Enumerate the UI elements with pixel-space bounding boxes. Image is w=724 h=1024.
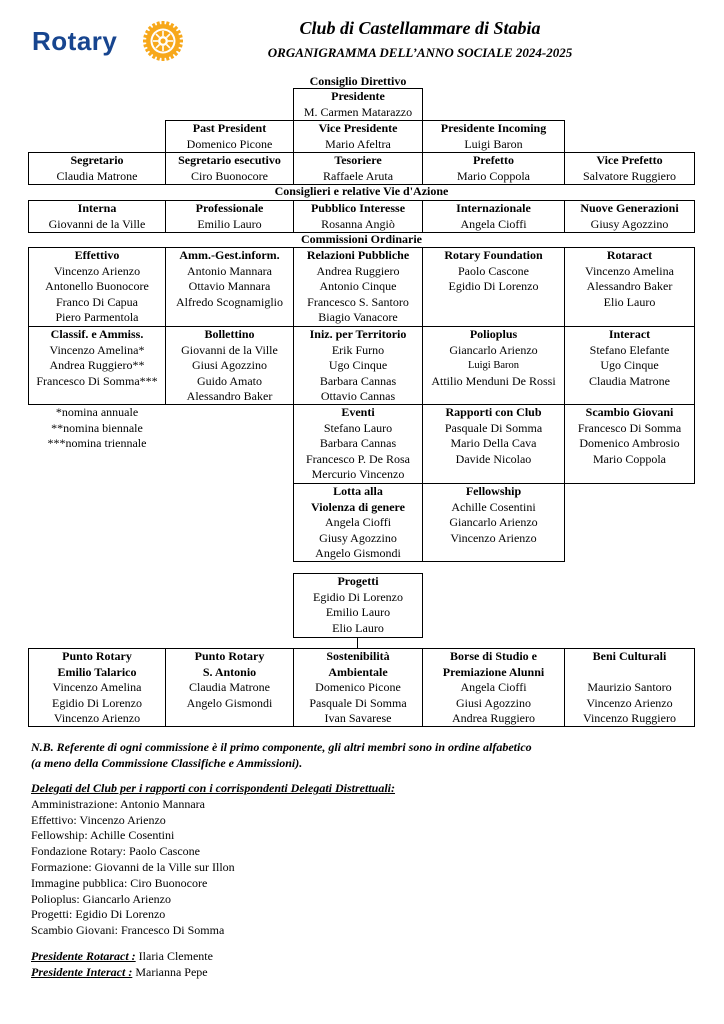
member-name: Giancarlo Arienzo xyxy=(449,515,538,530)
nomina-note: **nomina biennale xyxy=(51,420,143,435)
member-name: Andrea Ruggiero** xyxy=(49,358,145,373)
tesoriere-name: Raffaele Aruta xyxy=(322,168,394,183)
segretario-name: Claudia Matrone xyxy=(56,168,138,183)
delegato-item: Amministrazione: Antonio Mannara xyxy=(31,796,205,811)
borse-di-studio xyxy=(422,648,565,727)
member-name: Mercurio Vincenzo xyxy=(311,467,405,482)
page-subtitle: ORGANIGRAMMA DELL’ANNO SOCIALE 2024-2025 xyxy=(267,45,573,60)
commissione-rotary-foundation xyxy=(422,247,565,327)
member-name: Giusi Agozzino xyxy=(192,358,267,373)
pubblico-interesse-box xyxy=(293,200,423,233)
nuove-generazioni-title: Nuove Generazioni xyxy=(580,201,679,215)
member-name: Andrea Ruggiero xyxy=(452,711,535,726)
internazionale-title: Internazionale xyxy=(456,201,531,215)
vice-prefetto-title: Vice Prefetto xyxy=(596,153,663,167)
member-name: Ugo Cinque xyxy=(328,358,388,373)
professionale-title: Professionale xyxy=(195,201,264,215)
punto-rotary-talarico xyxy=(28,648,166,727)
commissione-relazioni-pubbliche xyxy=(293,247,423,327)
commissione-title: Rapporti con Club xyxy=(445,405,542,419)
member-name: Franco Di Capua xyxy=(56,294,138,309)
member-name: Vincenzo Arienzo xyxy=(586,695,673,710)
tesoriere-title: Tesoriere xyxy=(334,153,382,167)
commissione-title: Ambientale xyxy=(328,664,388,679)
interna-box xyxy=(28,200,166,233)
segretario-box xyxy=(28,152,166,185)
commissione-eventi xyxy=(293,404,423,484)
member-name: Francesco Di Somma*** xyxy=(36,373,158,388)
commissione-scambio-giovani xyxy=(564,404,695,484)
commissione-rotaract xyxy=(564,247,695,327)
member-name: Mario Coppola xyxy=(593,451,666,466)
member-name: Francesco S. Santoro xyxy=(307,294,409,309)
vice-presidente-title: Vice Presidente xyxy=(318,121,398,135)
past-president-title: Past President xyxy=(192,121,267,135)
wheel-tooth xyxy=(162,57,165,61)
member-name: Ottavio Mannara xyxy=(188,279,271,294)
commissione-title: Eventi xyxy=(341,405,375,419)
member-name: Ivan Savarese xyxy=(324,711,392,726)
member-name: Pasquale Di Somma xyxy=(444,420,543,435)
member-name: Elio Lauro xyxy=(332,620,384,635)
member-name: Antonello Buonocore xyxy=(45,279,149,294)
progetti-box xyxy=(293,573,423,638)
nuove-generazioni-name: Giusy Agozzino xyxy=(590,216,669,231)
tesoriere-box xyxy=(293,152,423,185)
past-president-box xyxy=(165,120,294,153)
commissione-classif-ammiss xyxy=(28,326,166,405)
member-name: Achille Cosentini xyxy=(451,499,536,514)
logo-text: Rotary xyxy=(32,26,118,56)
prefetto-title: Prefetto xyxy=(472,153,515,167)
member-name: Andrea Ruggiero xyxy=(316,263,400,278)
member-name: Davide Nicolao xyxy=(455,451,532,466)
page-title: Club di Castellammare di Stabia xyxy=(299,18,541,38)
commissione-title: Relazioni Pubbliche xyxy=(306,248,410,262)
wheel-tooth xyxy=(143,40,147,43)
interact-president-label: Presidente Interact : xyxy=(31,964,133,979)
commissione-title: Rotary Foundation xyxy=(444,248,543,262)
rotaract-president-label: Presidente Rotaract : xyxy=(31,949,136,963)
commissione-amm-gest xyxy=(165,247,294,327)
delegati-section xyxy=(31,781,395,939)
presidente-incoming-title: Presidente Incoming xyxy=(440,121,547,135)
presidente-incoming-box xyxy=(422,120,565,153)
commissione-polioplus xyxy=(422,326,565,405)
segretario-esecutivo-title: Segretario esecutivo xyxy=(178,153,281,167)
member-name: Vincenzo Amelina xyxy=(52,680,142,695)
commissione-title: Emilio Talarico xyxy=(57,664,137,679)
commissione-title: Punto Rotary xyxy=(62,649,132,663)
commissione-iniz-territorio xyxy=(293,326,423,405)
wheel-tooth xyxy=(162,21,165,25)
internazionale-name: Angela Cioffi xyxy=(460,216,527,231)
presidente-incoming-name: Luigi Baron xyxy=(464,136,523,151)
delegato-item: Immagine pubblica: Ciro Buonocore xyxy=(31,875,208,890)
member-name: Giovanni de la Ville xyxy=(181,342,278,357)
member-name: Stefano Lauro xyxy=(323,420,393,435)
member-name: Mario Della Cava xyxy=(450,436,537,451)
member-name: Giancarlo Arienzo xyxy=(449,342,538,357)
commissione-title: Rotaract xyxy=(606,248,653,262)
sostenibilita-ambientale xyxy=(293,648,423,727)
delegati-heading: Delegati del Club per i rapporti con i corrispondenti Delegati Distrettuali: xyxy=(31,781,396,795)
vice-presidente-name: Mario Afeltra xyxy=(325,136,391,151)
member-name: Elio Lauro xyxy=(603,294,656,309)
delegato-item: Fellowship: Achille Cosentini xyxy=(31,828,175,843)
member-name: Vincenzo Amelina xyxy=(585,263,674,278)
commissione-title: Amm.-Gest.inform. xyxy=(179,248,280,262)
vice-prefetto-box xyxy=(564,152,695,185)
member-name: Egidio Di Lorenzo xyxy=(313,589,403,604)
interact-president-name: Marianna Pepe xyxy=(135,964,208,979)
member-name: Luigi Baron xyxy=(467,360,520,372)
delegato-item: Fondazione Rotary: Paolo Cascone xyxy=(31,844,200,859)
commissione-title: Punto Rotary xyxy=(194,649,265,663)
commissione-title: Scambio Giovani xyxy=(585,405,674,419)
nb-line: N.B. Referente di ogni commissione è il primo componente, gli altri membri sono in ordine alfabetico xyxy=(31,740,532,754)
presidenti-giovani xyxy=(31,949,213,981)
commissione-effettivo xyxy=(28,247,166,327)
nuove-generazioni-box xyxy=(564,200,695,233)
member-name: Maurizio Santoro xyxy=(587,680,672,695)
presidente-name: M. Carmen Matarazzo xyxy=(303,104,413,119)
member-name: Francesco Di Somma xyxy=(577,420,682,435)
commissione-title: Interact xyxy=(608,327,651,341)
member-name: Angela Cioffi xyxy=(324,515,392,530)
member-name: Ottavio Cannas xyxy=(320,389,396,404)
vice-prefetto-name: Salvatore Ruggiero xyxy=(583,168,676,183)
pubblico-interesse-name: Rosanna Angiò xyxy=(321,216,395,231)
interna-title: Interna xyxy=(77,201,117,215)
commissione-bollettino xyxy=(165,326,294,405)
delegato-item: Effettivo: Vincenzo Arienzo xyxy=(31,812,166,827)
member-name: Claudia Matrone xyxy=(189,680,270,695)
delegato-item: Polioplus: Giancarlo Arienzo xyxy=(31,891,171,906)
commissione-title: Premiazione Alunni xyxy=(442,664,545,679)
nomina-note: ***nomina triennale xyxy=(47,436,147,451)
member-name: Egidio Di Lorenzo xyxy=(52,695,142,710)
professionale-name: Emilio Lauro xyxy=(197,216,262,231)
nomina-note: *nomina annuale xyxy=(55,405,139,419)
progetti-title: Progetti xyxy=(337,574,379,588)
prefetto-box xyxy=(422,152,565,185)
member-name: Angela Cioffi xyxy=(460,680,527,695)
nomine-notes xyxy=(28,405,166,452)
spacer xyxy=(565,665,694,681)
member-name: Vincenzo Amelina* xyxy=(49,342,145,357)
member-name: Stefano Elefante xyxy=(589,342,670,357)
member-name: Domenico Ambrosio xyxy=(579,436,680,451)
commissione-title: Effettivo xyxy=(74,248,120,262)
member-name: Attilio Menduni De Rossi xyxy=(431,373,556,388)
member-name: Barbara Cannas xyxy=(319,436,397,451)
member-name: Barbara Cannas xyxy=(319,373,397,388)
member-name: Vincenzo Ruggiero xyxy=(583,711,676,726)
commissione-title: Sostenibilità xyxy=(326,649,390,663)
member-name: Alessandro Baker xyxy=(586,279,673,294)
commissione-title: Iniz. per Territorio xyxy=(309,327,407,341)
member-name: Pasquale Di Somma xyxy=(309,695,407,710)
commissione-title: Bollettino xyxy=(204,327,255,341)
commissione-fellowship xyxy=(422,483,565,562)
member-name: Antonio Cinque xyxy=(319,279,397,294)
member-name: Claudia Matrone xyxy=(589,373,670,388)
professionale-box xyxy=(165,200,294,233)
member-name: Guido Amato xyxy=(197,373,262,388)
consiglieri-band: Consiglieri e relative Vie d'Azione xyxy=(274,184,449,198)
member-name: Biagio Vanacore xyxy=(318,310,398,325)
member-name: Alessandro Baker xyxy=(186,389,273,404)
delegato-item: Progetti: Egidio Di Lorenzo xyxy=(31,907,166,922)
segretario-title: Segretario xyxy=(70,153,124,167)
internazionale-box xyxy=(422,200,565,233)
commissione-interact xyxy=(564,326,695,405)
member-name: Vincenzo Arienzo xyxy=(53,263,141,278)
member-name: Vincenzo Arienzo xyxy=(450,530,537,545)
commissione-rapporti-club xyxy=(422,404,565,484)
rotary-logo xyxy=(32,18,184,64)
member-name: Angelo Gismondi xyxy=(315,546,401,561)
nb-note xyxy=(31,740,532,772)
beni-culturali xyxy=(564,648,695,727)
member-name: Francesco P. De Rosa xyxy=(306,451,410,466)
member-name: Paolo Cascone xyxy=(458,263,529,278)
segretario-esecutivo-name: Ciro Buonocore xyxy=(191,168,268,183)
consiglio-band: Consiglio Direttivo xyxy=(309,74,407,88)
delegato-item: Formazione: Giovanni de la Ville sur Illon xyxy=(31,859,235,874)
member-name: Giusy Agozzino xyxy=(319,530,397,545)
commissione-title: Borse di Studio e xyxy=(449,649,537,663)
member-name: Giusi Agozzino xyxy=(456,695,531,710)
rotaract-president-line xyxy=(31,949,213,965)
nb-line: (a meno della Commissione Classifiche e Ammissioni). xyxy=(31,755,303,770)
member-name: Piero Parmentola xyxy=(55,310,139,325)
member-name: Domenico Picone xyxy=(315,680,401,695)
presidente-title: Presidente xyxy=(331,89,385,103)
member-name: Emilio Lauro xyxy=(325,605,391,620)
interact-president-line xyxy=(31,965,213,981)
member-name: Vincenzo Arienzo xyxy=(53,711,141,726)
wheel-tooth xyxy=(179,40,183,43)
commissione-title: Polioplus xyxy=(469,327,518,341)
member-name: Angelo Gismondi xyxy=(186,695,273,710)
delegato-item: Scambio Giovani: Francesco Di Somma xyxy=(31,923,225,938)
commissione-title: S. Antonio xyxy=(202,664,257,679)
pubblico-interesse-title: Pubblico Interesse xyxy=(310,201,406,215)
punto-rotary-s-antonio xyxy=(165,648,294,727)
member-name: Antonio Mannara xyxy=(187,263,272,278)
commissione-lotta-violenza xyxy=(293,483,423,562)
member-name: Erik Furno xyxy=(331,342,385,357)
presidente-box xyxy=(293,88,423,121)
member-name: Egidio Di Lorenzo xyxy=(448,279,539,294)
commissione-title: Violenza di genere xyxy=(311,499,405,514)
segretario-esecutivo-box xyxy=(165,152,294,185)
member-name: Alfredo Scognamiglio xyxy=(176,294,283,309)
commissioni-band: Commissioni Ordinarie xyxy=(300,232,422,246)
commissione-title: Fellowship xyxy=(465,484,522,498)
past-president-name: Domenico Picone xyxy=(186,136,273,151)
commissione-title: Classif. e Ammiss. xyxy=(50,327,144,341)
interna-name: Giovanni de la Ville xyxy=(48,216,146,231)
vice-presidente-box xyxy=(293,120,423,153)
commissione-title: Lotta alla xyxy=(333,484,383,498)
prefetto-name: Mario Coppola xyxy=(457,168,530,183)
commissione-title: Beni Culturali xyxy=(592,649,667,663)
member-name: Ugo Cinque xyxy=(600,358,659,373)
rotaract-president-name: Ilaria Clemente xyxy=(138,949,213,963)
